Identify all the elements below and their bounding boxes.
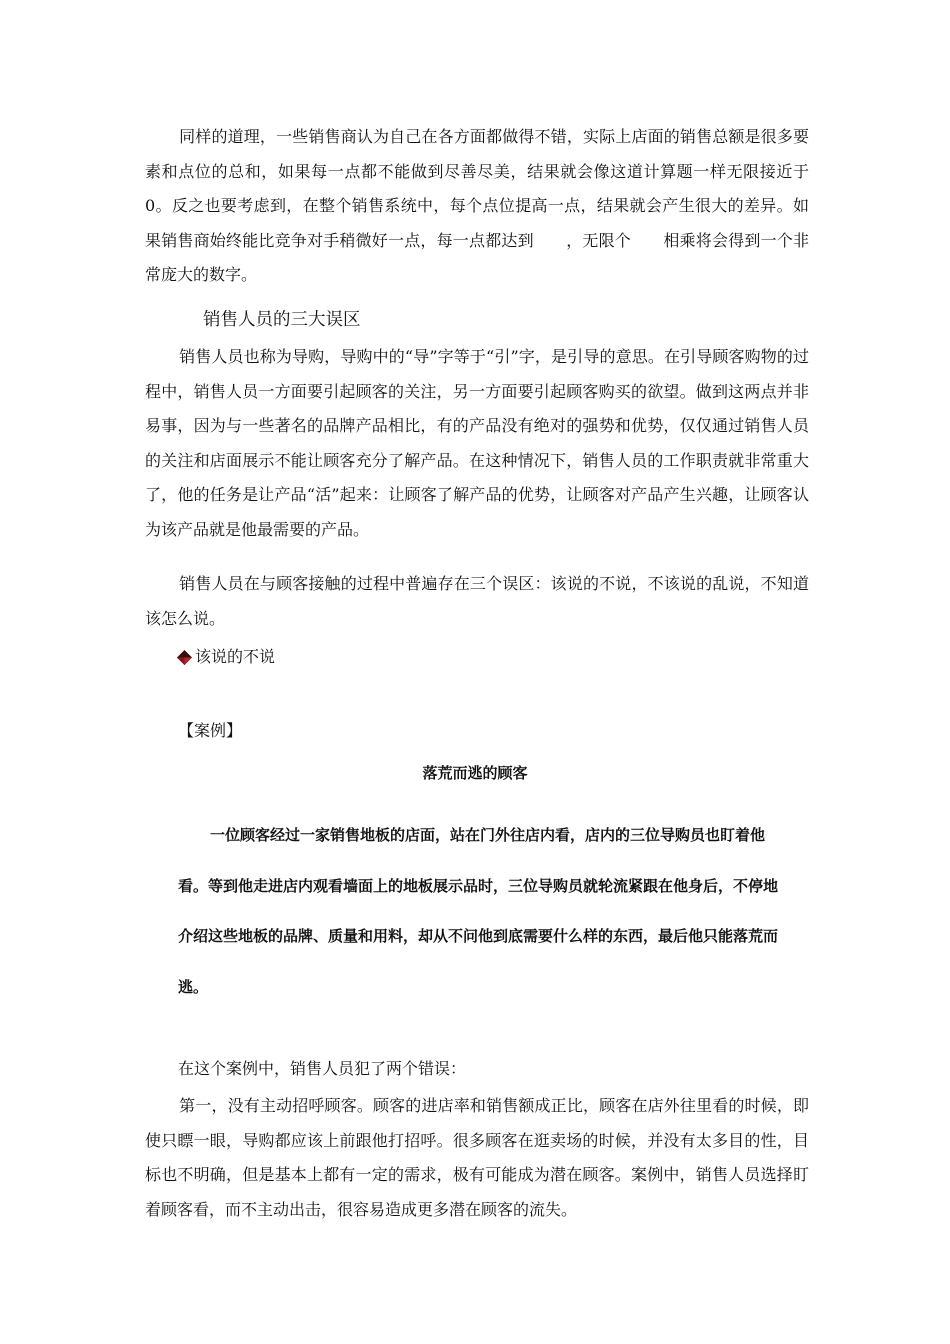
paragraph-2 <box>145 340 809 547</box>
paragraph-3-text: 销售人员在与顾客接触的过程中普遍存在三个误区：该说的不说，不该说的乱说，不知道该怎么说。 <box>145 574 809 628</box>
section-heading: 销售人员的三大误区 <box>203 310 361 330</box>
bullet-label: 该说的不说 <box>195 647 276 666</box>
paragraph-5 <box>145 1089 809 1227</box>
paragraph-5-text: 第一，没有主动招呼顾客。顾客的进店率和销售额成正比，顾客在店外往里看的时候，即使只瞟一眼，导购都应该上前跟他打招呼。很多顾客在逛卖场的时候，并没有太多目的性，目标也不明确，但是基本上都有一定的需求，极有可能成为潜在顾客。案例中，销售人员选择盯着顾客看，而不主动出击，很容易造成更多潜在顾客的流失。 <box>145 1096 809 1219</box>
case-body-text: 一位顾客经过一家销售地板的店面，站在门外往店内看，店内的三位导购员也盯着他看。等到他走进店内观看墙面上的地板展示品时，三位导购员就轮流紧跟在他身后，不停地介绍这些地板的品牌、质量和用料，却从不问他到底需要什么样的东西，最后他只能落荒而逃。 <box>178 826 779 996</box>
paragraph-1-text: 同样的道理，一些销售商认为自己在各方面都做得不错，实际上店面的销售总额是很多要素和点位的总和，如果每一点都不能做到尽善尽美，结果就会像这道计算题一样无限接近于 0。反之也要考虑到，在整个销售系统中，每个点位提高一点，结果就会产生很大的差异。如果销售商始终能比竞争对手稍微好一点，每一点都达到 ，无限个 相乘将会得到一个非常庞大的数字。 <box>145 127 809 284</box>
case-title: 落荒而逃的顾客 <box>422 764 528 782</box>
paragraph-4-text: 在这个案例中，销售人员犯了两个错误： <box>178 1059 467 1078</box>
paragraph-2-text: 销售人员也称为导购，导购中的“导”字等于“引”字，是引导的意思。在引导顾客购物的过程中，销售人员一方面要引起顾客的关注，另一方面要引起顾客购买的欲望。做到这两点并非易事，因为与一些著名的品牌产品相比，有的产品没有绝对的强势和优势，仅仅通过销售人员的关注和店面展示不能让顾客充分了解产品。在这种情况下，销售人员的工作职责就非常重大了，他的任务是让产品“活”起来：让顾客了解产品的优势，让顾客对产品产生兴趣，让顾客认为该产品就是他最需要的产品。 <box>145 347 809 539</box>
paragraph-3 <box>145 567 809 636</box>
diamond-bullet-icon <box>177 650 192 665</box>
bullet-item <box>177 642 275 672</box>
paragraph-4 <box>178 1052 809 1087</box>
paragraph-1 <box>145 120 809 293</box>
case-tag: 【案例】 <box>178 721 243 740</box>
case-body <box>178 810 788 1012</box>
